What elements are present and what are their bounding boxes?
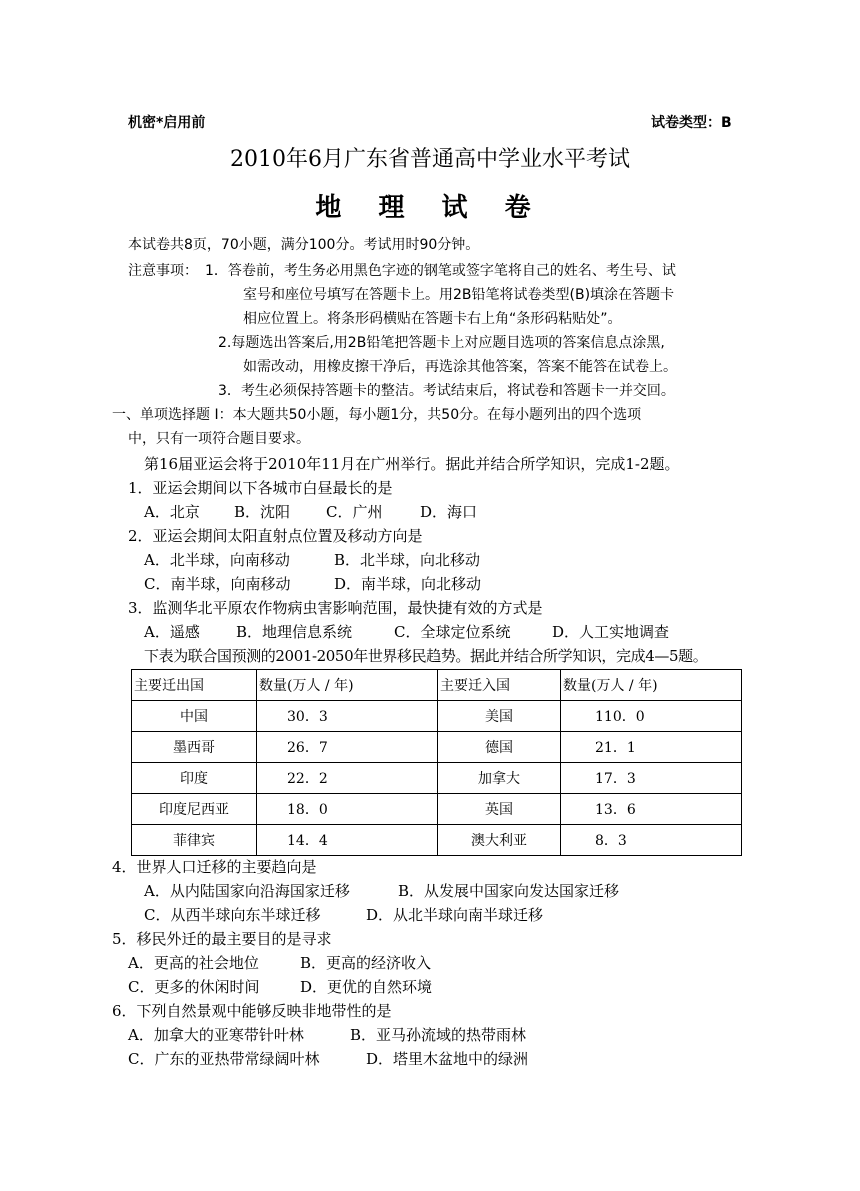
note-2-line-2: 如需改动，用橡皮擦干净后，再选涂其他答案，答案不能答在试卷上。 xyxy=(243,359,677,375)
table-row xyxy=(132,732,742,763)
table-cell: 英国 xyxy=(438,794,561,825)
subject-title: 地 理 试 卷 xyxy=(315,193,545,223)
q2-option-b: B．北半球，向北移动 xyxy=(334,551,481,569)
table-row xyxy=(132,825,742,856)
q3-option-a: A．遥感 xyxy=(144,623,200,641)
q3-option-b: B．地理信息系统 xyxy=(236,623,353,641)
q5-stem: 5．移民外迁的最主要目的是寻求 xyxy=(112,930,332,948)
q6-option-d: D．塔里木盆地中的绿洲 xyxy=(366,1050,529,1068)
q2-stem: 2．亚运会期间太阳直射点位置及移动方向是 xyxy=(128,527,423,545)
table-cell: 菲律宾 xyxy=(132,825,257,856)
q6-option-b: B．亚马孙流域的热带雨林 xyxy=(350,1026,527,1044)
confidential-label: 机密*启用前 xyxy=(128,115,206,131)
q1-stem: 1．亚运会期间以下各城市白昼最长的是 xyxy=(128,479,393,497)
header-cell: 数量(万人 / 年) xyxy=(561,670,742,701)
context-2: 下表为联合国预测的2001-2050年世界移民趋势。据此并结合所学知识，完成4—5题。 xyxy=(144,647,708,665)
q6-stem: 6．下列自然景观中能够反映非地带性的是 xyxy=(112,1002,392,1020)
table-cell: 加拿大 xyxy=(438,763,561,794)
table-cell: 8．3 xyxy=(561,825,742,856)
table-cell: 30．3 xyxy=(257,701,438,732)
header-cell: 主要迁出国 xyxy=(132,670,257,701)
q2-option-a: A．北半球，向南移动 xyxy=(144,551,290,569)
paper-type-label: 试卷类型：B xyxy=(651,115,732,131)
q4-option-a: A．从内陆国家向沿海国家迁移 xyxy=(144,882,350,900)
q1-option-d: D．海口 xyxy=(420,503,478,521)
table-cell: 17．3 xyxy=(561,763,742,794)
q5-option-d: D．更优的自然环境 xyxy=(300,978,433,996)
table-row xyxy=(132,763,742,794)
q6-option-a: A．加拿大的亚寒带针叶林 xyxy=(128,1026,304,1044)
table-cell: 美国 xyxy=(438,701,561,732)
header-cell: 主要迁入国 xyxy=(438,670,561,701)
section-1-heading-cont: 中，只有一项符合题目要求。 xyxy=(128,431,310,447)
table-cell: 印度 xyxy=(132,763,257,794)
table-row xyxy=(132,701,742,732)
table-cell: 14．4 xyxy=(257,825,438,856)
table-cell: 德国 xyxy=(438,732,561,763)
note-1-line-1: 1．答卷前，考生务必用黑色字迹的钢笔或签字笔将自己的姓名、考生号、试 xyxy=(205,263,676,279)
table-cell: 墨西哥 xyxy=(132,732,257,763)
note-2-line-1: 2.每题选出答案后,用2B铅笔把答题卡上对应题目选项的答案信息点涂黑, xyxy=(218,335,665,351)
header-cell: 数量(万人 / 年) xyxy=(257,670,438,701)
q2-option-c: C．南半球，向南移动 xyxy=(144,575,291,593)
q6-option-c: C．广东的亚热带常绿阔叶林 xyxy=(128,1050,320,1068)
q4-option-c: C．从西半球向东半球迁移 xyxy=(144,906,321,924)
note-1-line-2: 室号和座位号填写在答题卡上。用2B铅笔将试卷类型(B)填涂在答题卡 xyxy=(243,287,675,303)
migration-table xyxy=(131,669,742,856)
note-3: 3．考生必须保持答题卡的整洁。考试结束后，将试卷和答题卡一并交回。 xyxy=(218,383,675,399)
q4-option-d: D．从北半球向南半球迁移 xyxy=(366,906,544,924)
q4-option-b: B．从发展中国家向发达国家迁移 xyxy=(398,882,620,900)
table-cell: 22．2 xyxy=(257,763,438,794)
table-cell: 13．6 xyxy=(561,794,742,825)
context-1: 第16届亚运会将于2010年11月在广州举行。据此并结合所学知识，完成1-2题。 xyxy=(144,455,680,473)
table-row xyxy=(132,794,742,825)
table-header-row xyxy=(132,670,742,701)
table-cell: 110．0 xyxy=(561,701,742,732)
q1-option-a: A．北京 xyxy=(144,503,200,521)
q5-option-b: B．更高的经济收入 xyxy=(300,954,432,972)
note-1-line-3: 相应位置上。将条形码横贴在答题卡右上角“条形码粘贴处”。 xyxy=(243,311,622,327)
section-1-heading: 一、单项选择题 I：本大题共50小题，每小题1分，共50分。在每小题列出的四个选项 xyxy=(112,407,642,423)
q3-option-c: C．全球定位系统 xyxy=(394,623,511,641)
q5-option-a: A．更高的社会地位 xyxy=(128,954,259,972)
table-cell: 21．1 xyxy=(561,732,742,763)
q3-stem: 3．监测华北平原农作物病虫害影响范围，最快捷有效的方式是 xyxy=(128,599,543,617)
q1-option-c: C．广州 xyxy=(326,503,383,521)
table-cell: 18．0 xyxy=(257,794,438,825)
exam-intro: 本试卷共8页，70小题，满分100分。考试用时90分钟。 xyxy=(128,237,480,253)
q5-option-c: C．更多的休闲时间 xyxy=(128,978,260,996)
q2-option-d: D．南半球，向北移动 xyxy=(334,575,482,593)
table-cell: 中国 xyxy=(132,701,257,732)
q3-option-d: D．人工实地调查 xyxy=(552,623,670,641)
q1-option-b: B．沈阳 xyxy=(234,503,291,521)
q4-stem: 4．世界人口迁移的主要趋向是 xyxy=(112,858,317,876)
notes-label: 注意事项： xyxy=(128,263,198,279)
exam-title: 2010年6月广东省普通高中学业水平考试 xyxy=(230,147,630,172)
table-cell: 印度尼西亚 xyxy=(132,794,257,825)
table-cell: 澳大利亚 xyxy=(438,825,561,856)
table-cell: 26．7 xyxy=(257,732,438,763)
